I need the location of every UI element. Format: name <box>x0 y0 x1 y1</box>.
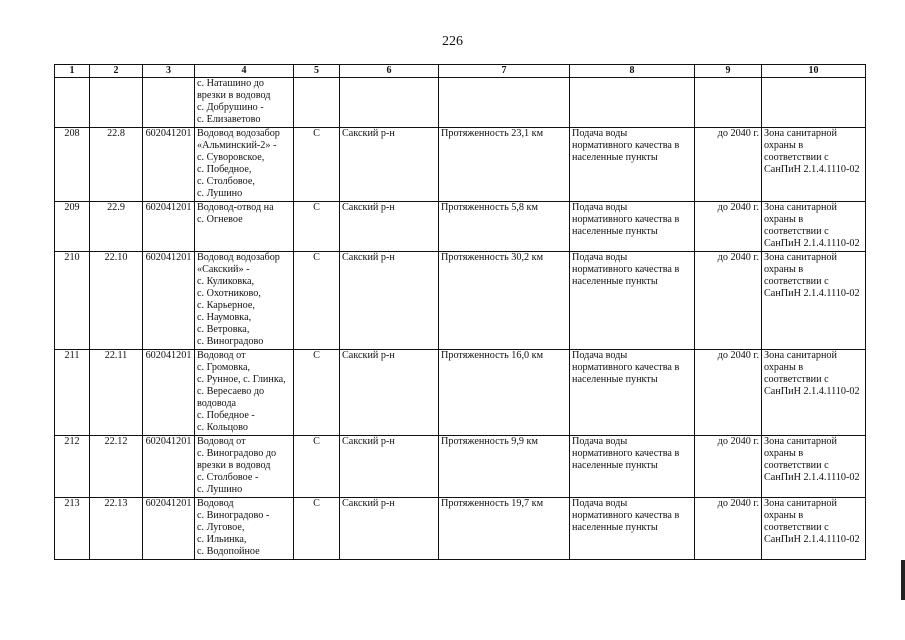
col-header-5: 5 <box>294 65 340 78</box>
name-cell-line: Водовод от <box>197 350 246 361</box>
name-cell-line: с. Столбовое, <box>197 176 255 187</box>
purpose-cell-line: населенные пункты <box>572 276 658 287</box>
deadline-cell: до 2040 г. <box>695 252 762 350</box>
zone-cell <box>762 436 866 498</box>
code-cell: 602041201 <box>143 252 195 350</box>
district-cell: Сакский р-н <box>340 128 439 202</box>
row-number-cell: 213 <box>55 498 90 560</box>
purpose-cell-line: Подача воды <box>572 436 628 447</box>
continuation-name-cell <box>195 78 294 128</box>
district-cell: Сакский р-н <box>340 436 439 498</box>
table-row <box>55 202 866 252</box>
deadline-cell: до 2040 г. <box>695 350 762 436</box>
zone-cell <box>762 128 866 202</box>
name-cell-line: водовода <box>197 398 237 409</box>
name-cell <box>195 252 294 350</box>
name-cell-line: с. Суворовское, <box>197 152 265 163</box>
row-number-cell: 208 <box>55 128 90 202</box>
name-cell <box>195 128 294 202</box>
purpose-cell-line: нормативного качества в <box>572 264 680 275</box>
zone-cell-line: СанПиН 2.1.4.1110-02 <box>764 534 860 545</box>
subsection-cell: 22.10 <box>90 252 143 350</box>
col-header-8: 8 <box>570 65 695 78</box>
zone-cell-line: соответствии с <box>764 374 829 385</box>
name-cell-line: «Сакский» - <box>197 264 250 275</box>
purpose-cell-line: Подача воды <box>572 350 628 361</box>
name-cell-line: с. Куликовка, <box>197 276 255 287</box>
zone-cell-line: охраны в <box>764 264 804 275</box>
zone-cell-line: СанПиН 2.1.4.1110-02 <box>764 164 860 175</box>
purpose-cell <box>570 498 695 560</box>
length-cell: Протяженность 16,0 км <box>439 350 570 436</box>
category-cell: С <box>294 128 340 202</box>
name-cell-line: с. Лушино <box>197 484 243 495</box>
category-cell: С <box>294 202 340 252</box>
zone-cell-line: Зона санитарной <box>764 252 837 263</box>
name-cell <box>195 436 294 498</box>
table-row <box>55 498 866 560</box>
purpose-cell-line: населенные пункты <box>572 374 658 385</box>
name-cell-line: с. Луговое, <box>197 522 245 533</box>
col-header-7: 7 <box>439 65 570 78</box>
name-cell-line: с. Карьерное, <box>197 300 255 311</box>
district-cell: Сакский р-н <box>340 498 439 560</box>
name-cell-line: Водовод водозабор <box>197 252 280 263</box>
code-cell: 602041201 <box>143 350 195 436</box>
zone-cell-line: Зона санитарной <box>764 436 837 447</box>
zone-cell <box>762 202 866 252</box>
name-cell-line: врезки в водовод <box>197 460 271 471</box>
table-row <box>55 252 866 350</box>
purpose-cell-line: населенные пункты <box>572 460 658 471</box>
zone-cell-line: охраны в <box>764 448 804 459</box>
purpose-cell-line: населенные пункты <box>572 522 658 533</box>
table-row <box>55 350 866 436</box>
name-line: врезки в водовод <box>197 90 271 101</box>
zone-cell-line: охраны в <box>764 362 804 373</box>
name-cell-line: с. Виноградово - <box>197 510 270 521</box>
name-cell-line: Водовод <box>197 498 234 509</box>
district-cell: Сакский р-н <box>340 202 439 252</box>
col-header-2: 2 <box>90 65 143 78</box>
zone-cell-line: соответствии с <box>764 522 829 533</box>
row-number-cell: 209 <box>55 202 90 252</box>
zone-cell-line: охраны в <box>764 510 804 521</box>
name-cell-line: «Альминский-2» - <box>197 140 277 151</box>
length-cell: Протяженность 23,1 км <box>439 128 570 202</box>
purpose-cell <box>570 350 695 436</box>
scan-edge-mark <box>901 560 905 600</box>
subsection-cell: 22.11 <box>90 350 143 436</box>
zone-cell-line: СанПиН 2.1.4.1110-02 <box>764 238 860 249</box>
length-cell: Протяженность 9,9 км <box>439 436 570 498</box>
name-cell <box>195 498 294 560</box>
name-cell-line: с. Ветровка, <box>197 324 250 335</box>
zone-cell-line: соответствии с <box>764 460 829 471</box>
purpose-cell-line: Подача воды <box>572 128 628 139</box>
name-cell-line: с. Виноградово <box>197 336 264 347</box>
district-cell: Сакский р-н <box>340 350 439 436</box>
purpose-cell <box>570 128 695 202</box>
category-cell: С <box>294 350 340 436</box>
purpose-cell <box>570 436 695 498</box>
deadline-cell: до 2040 г. <box>695 498 762 560</box>
zone-cell-line: Зона санитарной <box>764 350 837 361</box>
table-row <box>55 128 866 202</box>
category-cell: С <box>294 436 340 498</box>
row-number-cell: 210 <box>55 252 90 350</box>
deadline-cell: до 2040 г. <box>695 436 762 498</box>
name-cell-line: с. Рунное, с. Глинка, <box>197 374 286 385</box>
zone-cell-line: Зона санитарной <box>764 498 837 509</box>
zone-cell-line: соответствии с <box>764 226 829 237</box>
col-header-9: 9 <box>695 65 762 78</box>
deadline-cell: до 2040 г. <box>695 202 762 252</box>
name-cell-line: с. Кольцово <box>197 422 248 433</box>
zone-cell <box>762 498 866 560</box>
col-header-1: 1 <box>55 65 90 78</box>
name-line: с. Наташино до <box>197 78 264 89</box>
zone-cell-line: Зона санитарной <box>764 128 837 139</box>
purpose-cell-line: нормативного качества в <box>572 214 680 225</box>
category-cell: С <box>294 252 340 350</box>
name-cell-line: Водовод-отвод на <box>197 202 274 213</box>
length-cell: Протяженность 19,7 км <box>439 498 570 560</box>
purpose-cell-line: Подача воды <box>572 202 628 213</box>
name-cell-line: с. Огневое <box>197 214 243 225</box>
subsection-cell: 22.13 <box>90 498 143 560</box>
category-cell: С <box>294 498 340 560</box>
name-line: с. Добрушино - <box>197 102 264 113</box>
code-cell: 602041201 <box>143 498 195 560</box>
zone-cell-line: соответствии с <box>764 276 829 287</box>
name-cell-line: с. Лушино <box>197 188 243 199</box>
code-cell: 602041201 <box>143 202 195 252</box>
zone-cell-line: охраны в <box>764 214 804 225</box>
district-cell: Сакский р-н <box>340 252 439 350</box>
continuation-row <box>55 78 866 128</box>
zone-cell-line: СанПиН 2.1.4.1110-02 <box>764 386 860 397</box>
purpose-cell-line: Подача воды <box>572 498 628 509</box>
name-cell <box>195 202 294 252</box>
purpose-cell-line: нормативного качества в <box>572 140 680 151</box>
name-cell <box>195 350 294 436</box>
name-cell-line: с. Наумовка, <box>197 312 252 323</box>
name-cell-line: с. Ильинка, <box>197 534 247 545</box>
length-cell: Протяженность 5,8 км <box>439 202 570 252</box>
table-row <box>55 436 866 498</box>
col-header-3: 3 <box>143 65 195 78</box>
zone-cell-line: охраны в <box>764 140 804 151</box>
purpose-cell-line: населенные пункты <box>572 152 658 163</box>
purpose-cell-line: Подача воды <box>572 252 628 263</box>
zone-cell-line: соответствии с <box>764 152 829 163</box>
col-header-6: 6 <box>340 65 439 78</box>
name-cell-line: с. Охотниково, <box>197 288 261 299</box>
name-cell-line: с. Водопойное <box>197 546 260 557</box>
name-line: с. Елизаветово <box>197 114 261 125</box>
zone-cell-line: СанПиН 2.1.4.1110-02 <box>764 288 860 299</box>
row-number-cell: 211 <box>55 350 90 436</box>
name-cell-line: с. Вересаево до <box>197 386 265 397</box>
purpose-cell <box>570 202 695 252</box>
name-cell-line: с. Громовка, <box>197 362 251 373</box>
code-cell: 602041201 <box>143 128 195 202</box>
name-cell-line: Водовод водозабор <box>197 128 280 139</box>
name-cell-line: с. Столбовое - <box>197 472 259 483</box>
zone-cell-line: СанПиН 2.1.4.1110-02 <box>764 472 860 483</box>
subsection-cell: 22.9 <box>90 202 143 252</box>
row-number-cell: 212 <box>55 436 90 498</box>
zone-cell <box>762 350 866 436</box>
code-cell: 602041201 <box>143 436 195 498</box>
col-header-10: 10 <box>762 65 866 78</box>
purpose-cell-line: нормативного качества в <box>572 510 680 521</box>
col-header-4: 4 <box>195 65 294 78</box>
page-number: 226 <box>442 34 463 49</box>
subsection-cell: 22.8 <box>90 128 143 202</box>
purpose-cell-line: нормативного качества в <box>572 362 680 373</box>
purpose-cell <box>570 252 695 350</box>
subsection-cell: 22.12 <box>90 436 143 498</box>
zone-cell-line: Зона санитарной <box>764 202 837 213</box>
header-row <box>55 65 866 78</box>
deadline-cell: до 2040 г. <box>695 128 762 202</box>
name-cell-line: с. Победное, <box>197 164 252 175</box>
name-cell-line: Водовод от <box>197 436 246 447</box>
name-cell-line: с. Виноградово до <box>197 448 277 459</box>
length-cell: Протяженность 30,2 км <box>439 252 570 350</box>
facilities-table <box>54 64 866 560</box>
purpose-cell-line: населенные пункты <box>572 226 658 237</box>
zone-cell <box>762 252 866 350</box>
purpose-cell-line: нормативного качества в <box>572 448 680 459</box>
name-cell-line: с. Победное - <box>197 410 255 421</box>
